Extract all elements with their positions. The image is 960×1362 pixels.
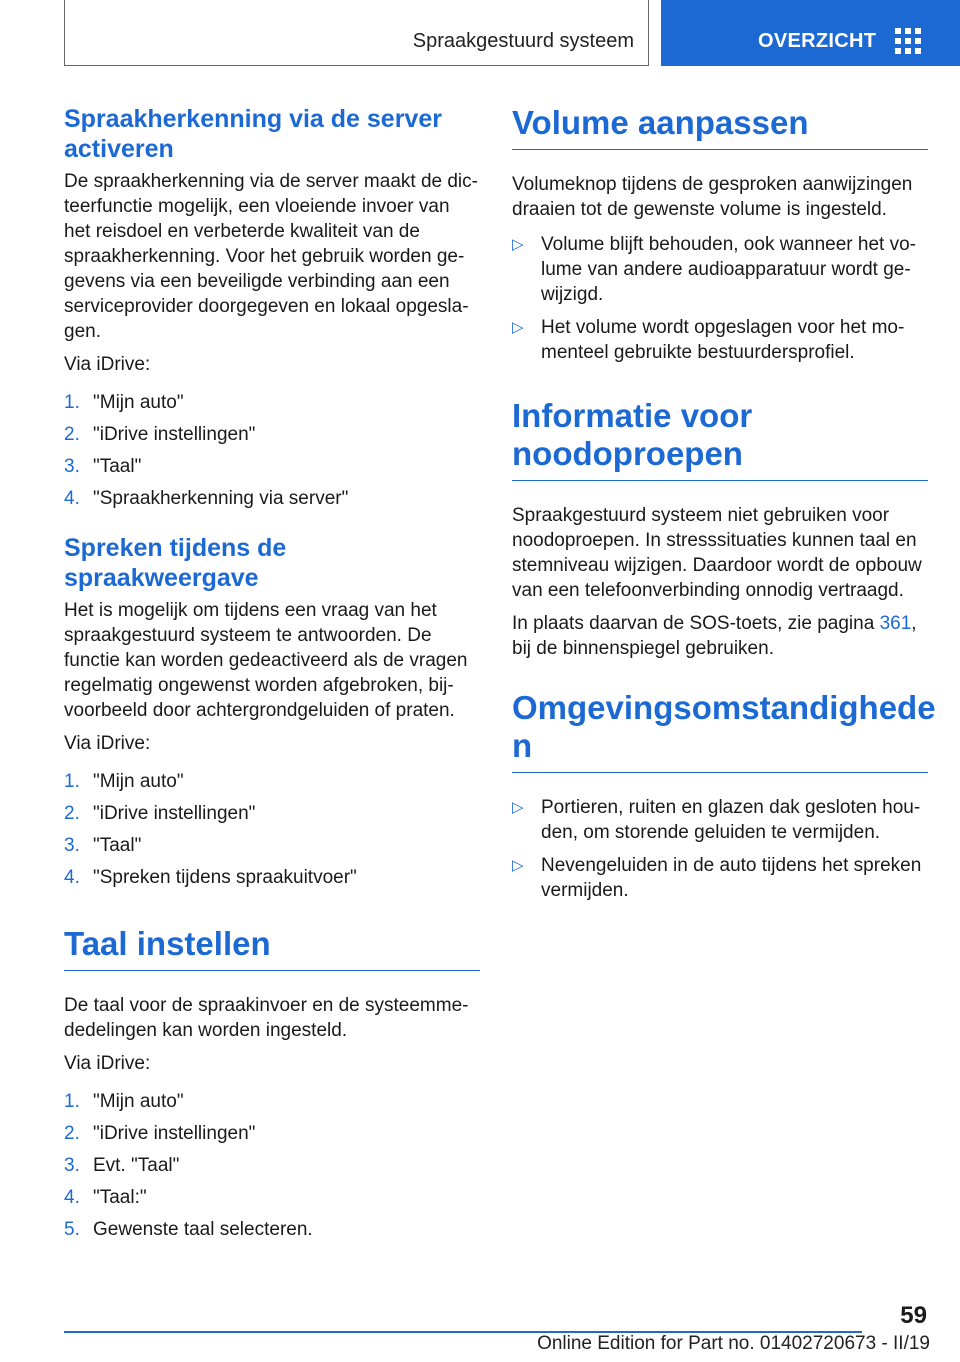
bullet-text: Nevengeluiden in de auto tijdens het spreken vermijden. [541,855,922,901]
page-reference-link[interactable]: 361 [879,613,912,634]
bullet-text: Het volume wordt opgeslagen voor het mo-menteel gebruikte bestuurdersprofiel. [541,317,905,363]
via-idrive-label: Via iDrive: [64,354,151,375]
step-number: 2. [64,424,80,445]
header-section-title: Spraakgestuurd systeem [412,30,634,52]
overview-label: OVERZICHT [758,30,877,52]
footer-edition-text: Online Edition for Part no. 01402720673 - II/19 [537,1333,930,1354]
heading-speak-during-playback: Spreken tijdens de spraakweergave [64,534,287,592]
step-text: "Taal:" [93,1187,147,1208]
list-item [64,454,480,479]
step-number: 4. [64,1187,80,1208]
triangle-bullet-icon: ▷ [512,319,524,336]
triangle-bullet-icon: ▷ [512,799,524,816]
list-item [512,795,928,845]
steps-list-speak [64,769,480,890]
bullet-text: Volume blijft behouden, ook wanneer het vo-lume van andere audioapparatuur wordt ge-wijzigd. [541,234,916,305]
heading-volume: Volume aanpassen [512,104,928,150]
paragraph-volume: Volumeknop tijdens de gesproken aanwijzingen draaien tot de gewenste volume is ingesteld. [512,174,913,220]
list-item [64,833,480,858]
step-text: "iDrive instellingen" [93,1123,256,1144]
triangle-bullet-icon: ▷ [512,236,524,253]
list-item [64,865,480,890]
via-idrive-label: Via iDrive: [64,1053,151,1074]
bullet-list-volume [512,232,928,365]
step-number: 3. [64,1155,80,1176]
step-text: "Spreken tijdens spraakuitvoer" [93,867,357,888]
heading-emergency-calls: Informatie voor noodoproepen [512,397,928,481]
list-item [64,486,480,511]
step-number: 1. [64,392,80,413]
step-text: "Taal" [93,835,142,856]
paragraph-speak-during-playback: Het is mogelijk om tijdens een vraag van het spraakgestuurd systeem te antwoorden. De functie kan worden gedeactiveerd als de vragen regelmatig ongewenst worden afgebroken, bij-voorbeeld door achtergrondgeluiden of praten. [64,600,468,721]
list-item [64,1153,480,1178]
right-column [512,104,936,911]
step-text: Gewenste taal selecteren. [93,1219,313,1240]
triangle-bullet-icon: ▷ [512,857,524,874]
overview-button[interactable] [661,0,960,66]
step-number: 5. [64,1219,80,1240]
step-text: "Mijn auto" [93,771,184,792]
page-number: 59 [900,1302,927,1329]
list-item [64,1185,480,1210]
sos-text-before: In plaats daarvan de SOS-toets, zie pagina [512,613,880,634]
step-text: Evt. "Taal" [93,1155,180,1176]
list-item [512,232,928,307]
list-item [64,1089,480,1114]
list-item [64,422,480,447]
paragraph-sos-reference [512,611,928,661]
step-text: "iDrive instellingen" [93,424,256,445]
step-number: 3. [64,456,80,477]
bullet-list-ambient [512,795,928,903]
step-number: 4. [64,867,80,888]
list-item [64,1217,480,1242]
list-item [512,853,928,903]
list-item [64,1121,480,1146]
step-number: 1. [64,1091,80,1112]
paragraph-language-setting: De taal voor de spraakinvoer en de systeemme-dedelingen kan worden ingesteld. [64,995,469,1041]
grid-icon [895,28,921,54]
step-number: 3. [64,835,80,856]
list-item [64,390,480,415]
step-number: 4. [64,488,80,509]
step-text: "Mijn auto" [93,1091,184,1112]
heading-server-recognition: Spraakherkenning via de server activeren [64,105,442,163]
step-text: "iDrive instellingen" [93,803,256,824]
sos-text-after: , bij de binnenspiegel gebruiken. [512,613,917,659]
step-number: 2. [64,803,80,824]
steps-list-server [64,390,480,511]
step-text: "Spraakherkenning via server" [93,488,349,509]
bullet-text: Portieren, ruiten en glazen dak gesloten hou-den, om storende geluiden te vermijden. [541,797,921,843]
steps-list-language [64,1089,480,1242]
list-item [512,315,928,365]
paragraph-server-recognition: De spraakherkenning via de server maakt de dic-teerfunctie mogelijk, een vloeiende invoer van het reisdoel en verbeterde kwaliteit van de spraakherkenning. Voor het gebruik worden ge-gevens via een beveiligde verbinding aan een serviceprovider doorgegeven en lokaal opgesla-gen. [64,171,478,342]
step-number: 1. [64,771,80,792]
list-item [64,801,480,826]
step-number: 2. [64,1123,80,1144]
paragraph-emergency-calls: Spraakgestuurd systeem niet gebruiken voor noodoproepen. In stresssituaties kunnen taal en stemniveau wijzigen. Daardoor wordt de opbouw van een telefoonverbinding onnodig vertraagd. [512,505,922,601]
header-section-box [64,0,649,66]
left-column [64,104,480,1249]
heading-language-setting: Taal instellen [64,925,480,971]
heading-ambient-conditions: Omgevingsomstandighede n [512,689,928,773]
via-idrive-label: Via iDrive: [64,733,151,754]
list-item [64,769,480,794]
step-text: "Mijn auto" [93,392,184,413]
step-text: "Taal" [93,456,142,477]
